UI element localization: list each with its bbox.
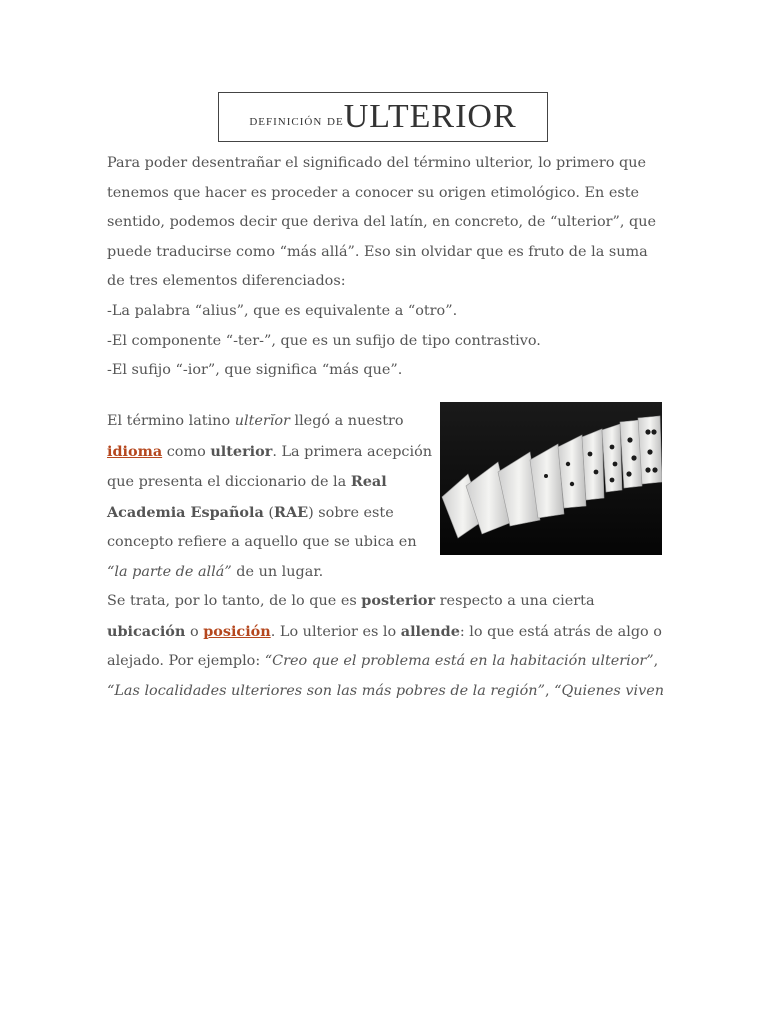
title-word: ULTERIOR <box>343 98 517 135</box>
paragraph-definition <box>107 407 437 588</box>
text-run: ) sobre este concepto refiere a aquello que se ubica en <box>107 504 417 551</box>
text-run: . Lo ulterior es lo <box>270 623 401 640</box>
text-run: como <box>162 443 211 460</box>
text-run: . La primera acepción que presenta el diccionario de la <box>107 443 433 491</box>
bold-rae-full: Real Academia Española <box>107 473 387 521</box>
text-run: El término latino <box>107 413 235 429</box>
etymology-intro: Para poder desentrañar el significado del término ulterior, lo primero que tenemos que hacer es proceder a conocer su origen etimológico. En este sentido, podemos decir que deriva del latín, en concreto, de “ulterior”, que puede traducirse como “más allá”. Eso sin olvidar que es fruto de la suma de tres elementos diferenciados: <box>107 155 657 290</box>
paragraph-etymology <box>107 149 667 386</box>
text-run: , <box>544 682 555 699</box>
etymology-item-3: -El sufijo “-ior”, que significa “más que”. <box>107 362 403 379</box>
paragraph-meaning <box>107 586 667 706</box>
etymology-item-2: -El componente “-ter-”, que es un sufijo de tipo contrastivo. <box>107 332 541 349</box>
text-run: respecto a una cierta <box>435 593 595 609</box>
example-1: “Creo que el problema está en la habitación ulterior” <box>264 653 654 670</box>
bold-ulterior: ulterior <box>210 442 273 460</box>
bold-rae: RAE <box>274 503 309 521</box>
text-run: de un lugar. <box>231 563 324 580</box>
dominoes-image <box>440 402 662 555</box>
etymology-item-1: -La palabra “alius”, que es equivalente a “otro”. <box>107 302 458 319</box>
bold-allende: allende <box>400 622 460 640</box>
text-run: o <box>185 623 204 640</box>
text-run: llegó a nuestro <box>289 413 404 429</box>
latin-term: ulterĭor <box>234 413 290 429</box>
link-idioma[interactable]: idioma <box>107 442 163 460</box>
text-run: Se trata, por lo tanto, de lo que es <box>107 593 362 609</box>
link-posicion[interactable]: posición <box>203 622 271 640</box>
italic-quote: “la parte de allá” <box>107 563 232 580</box>
text-run: ( <box>263 504 275 521</box>
example-2: “Las localidades ulteriores son las más pobres de la región” <box>107 682 545 699</box>
bold-ubicacion: ubicación <box>107 622 186 640</box>
title-box <box>218 92 548 142</box>
title-prefix: definición de <box>249 112 344 129</box>
example-3: “Quienes viven <box>554 682 665 699</box>
text-run: , <box>653 653 659 670</box>
text-run: : lo que está atrás de algo o alejado. Por ejemplo: <box>107 623 662 670</box>
bold-posterior: posterior <box>361 592 436 609</box>
